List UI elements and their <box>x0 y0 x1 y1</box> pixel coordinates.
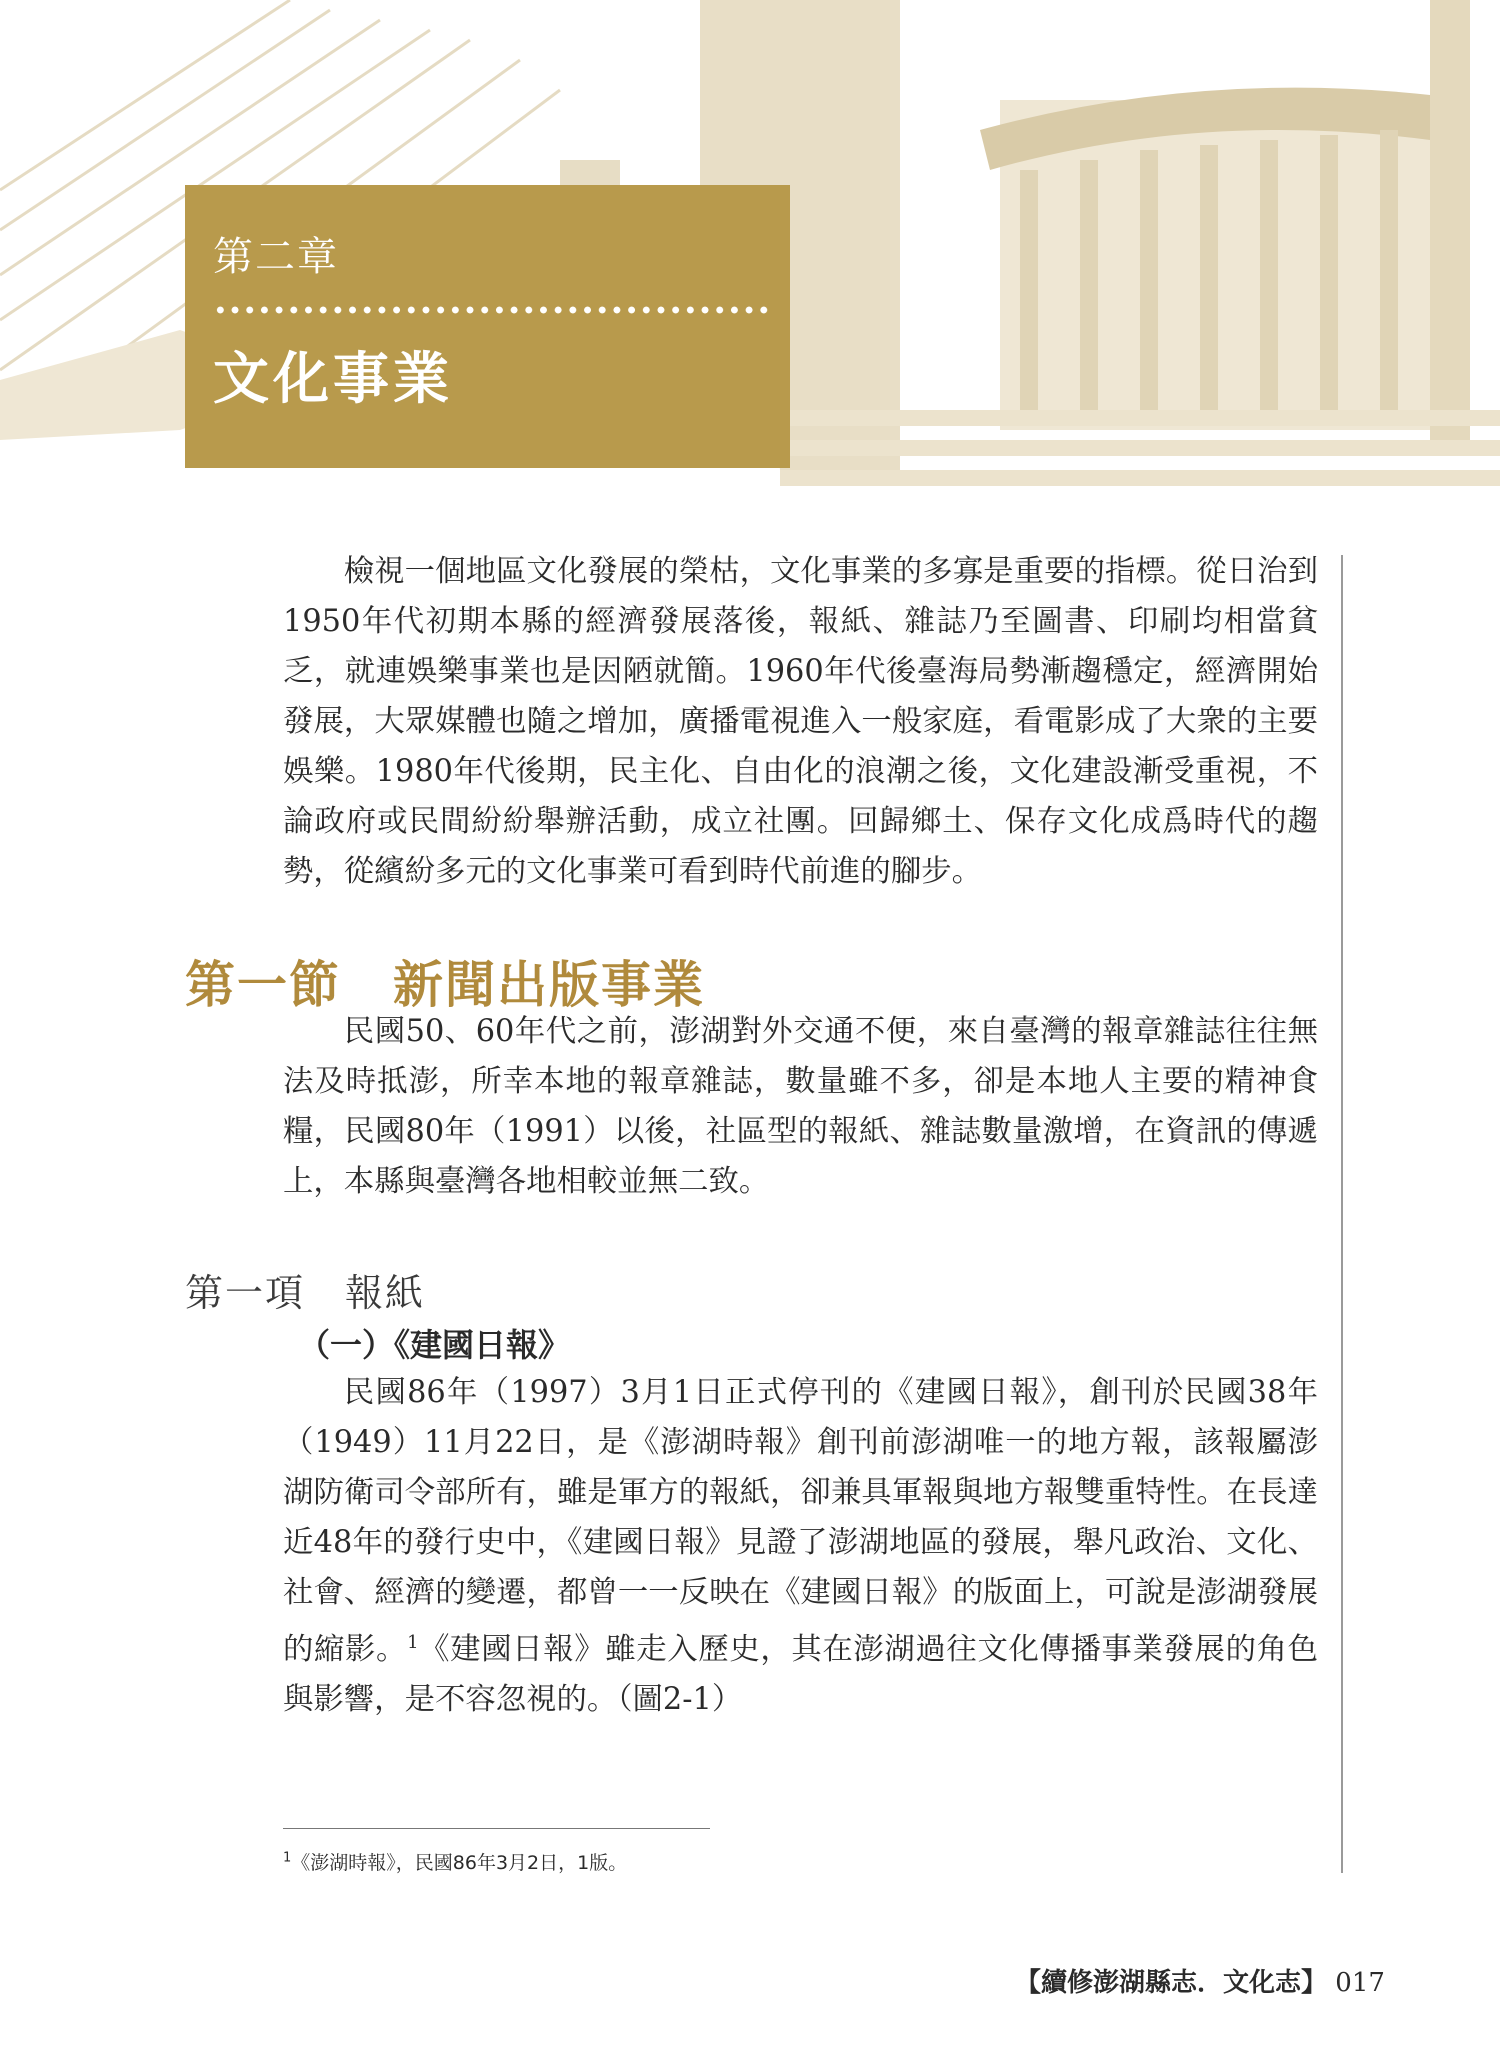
footnote-number: 1 <box>283 1850 292 1866</box>
footnote <box>283 1848 627 1875</box>
chapter-number: 第二章 <box>213 234 339 280</box>
item-title: 第一項 報紙 <box>185 1271 426 1315</box>
section-paragraph: 民國50、60年代之前，澎湖對外交通不便，來自臺灣的報章雜誌往往無法及時抵澎，所幸本地的報章雜誌，數量雖不多，卻是本地人主要的精神食糧，民國80年（1991）以後，社區型的報紙、雜誌數量激增，在資訊的傳遞上，本縣與臺灣各地相較並無二致。 <box>283 1014 1318 1199</box>
chapter-title: 文化事業 <box>213 346 453 412</box>
chapter-heading-box <box>185 185 790 468</box>
item-text-part1: 民國86年（1997）3月1日正式停刊的《建國日報》，創刊於民國38年（1949）11月22日，是《澎湖時報》創刊前澎湖唯一的地方報，該報屬澎湖防衛司令部所有，雖是軍方的報紙，卻兼具軍報與地方報雙重特性。在長達近48年的發行史中，《建國日報》見證了澎湖地區的發展，舉凡政治、文化、社會、經濟的變遷，都曾一一反映在《建國日報》的版面上，可說是澎湖發展的縮影。 <box>283 1375 1318 1668</box>
item-text-part2: 《建國日報》雖走入歷史，其在澎湖過往文化傳播事業發展的角色與影響，是不容忽視的。（圖2-1） <box>283 1632 1318 1718</box>
margin-rule <box>1341 555 1343 1873</box>
footnote-divider <box>283 1828 710 1829</box>
sub-title: （一）《建國日報》 <box>298 1326 571 1364</box>
page-footer <box>1015 1962 1385 1999</box>
page-number: 017 <box>1335 1968 1385 1998</box>
section-title: 第一節 新聞出版事業 <box>185 955 705 1014</box>
footnote-ref[interactable]: 1 <box>407 1632 419 1653</box>
item-paragraph <box>283 1368 1318 1725</box>
book-title: 【續修澎湖縣志．文化志】 <box>1015 1968 1328 1998</box>
intro-paragraph: 檢視一個地區文化發展的榮枯，文化事業的多寡是重要的指標。從日治到1950年代初期本縣的經濟發展落後，報紙、雜誌乃至圖書、印刷均相當貧乏，就連娛樂事業也是因陋就簡。1960年代後臺海局勢漸趨穩定，經濟開始發展，大眾媒體也隨之增加，廣播電視進入一般家庭，看電影成了大衆的主要娛樂。1980年代後期，民主化、自由化的浪潮之後，文化建設漸受重視，不論政府或民間紛紛舉辦活動，成立社團。回歸鄉土、保存文化成爲時代的趨勢，從繽紛多元的文化事業可看到時代前進的腳步。 <box>283 554 1318 889</box>
dotted-divider <box>213 305 773 315</box>
footnote-text: 《澎湖時報》，民國86年3月2日，1版。 <box>291 1852 628 1874</box>
